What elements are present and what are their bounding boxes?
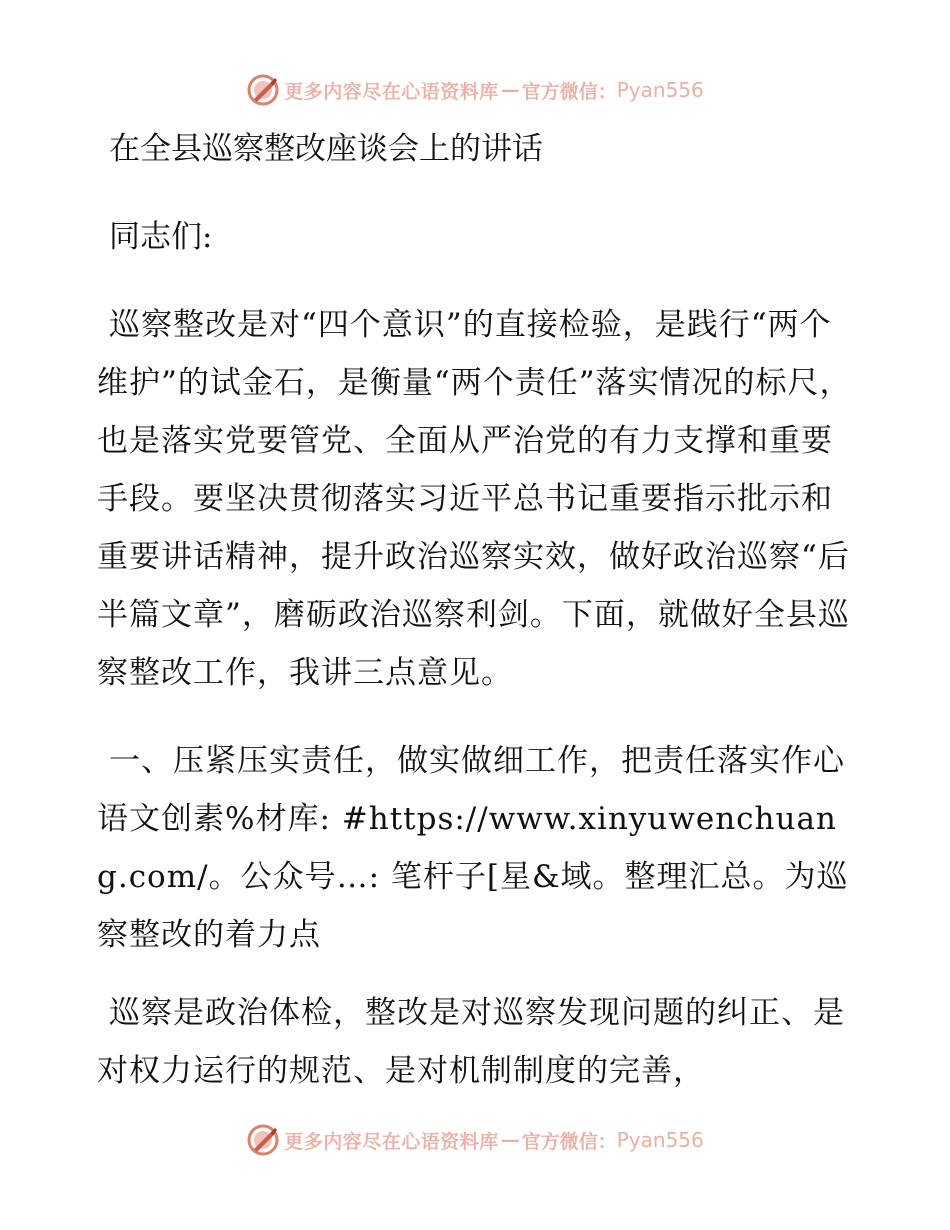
pen-seal-icon	[246, 73, 280, 107]
paragraph-2: 一、压紧压实责任，做实做细工作，把责任落实作心语文创素%材库: #https://www.xinyuwenchuang.com/。公众号…: 笔杆子[星&域。整理汇总。为巡察整改的着力点	[97, 743, 849, 953]
watermark-header	[0, 70, 950, 110]
watermark-main-text: 更多内容尽在心语资料库	[284, 1130, 499, 1153]
watermark-footer	[0, 1120, 950, 1160]
watermark-id: Pyan556	[616, 78, 704, 102]
greeting: 同志们:	[109, 219, 213, 255]
watermark-main-text: 更多内容尽在心语资料库	[284, 80, 499, 103]
watermark-label: 官方微信：	[521, 80, 617, 103]
pen-seal-icon	[246, 1123, 280, 1157]
paragraph-3: 巡察是政治体检，整改是对巡察发现问题的纠正、是对权力运行的规范、是对机制制度的完善，	[97, 995, 845, 1089]
watermark-dash: —	[500, 79, 520, 101]
document-body	[97, 120, 852, 1100]
watermark-id: Pyan556	[616, 1128, 704, 1152]
watermark-dash: —	[500, 1129, 520, 1151]
watermark-label: 官方微信：	[521, 1130, 617, 1153]
paragraph-1: 巡察整改是对“四个意识”的直接检验，是践行“两个维护”的试金石，是衡量“两个责任”落实情况的标尺，也是落实党要管党、全面从严治党的有力支撑和重要手段。要坚决贯彻落实习近平总书记重要指示批示和重要讲话精神，提升政治巡察实效，做好政治巡察“后半篇文章”，磨砺政治巡察利剑。下面，就做好全县巡察整改工作，我讲三点意见。	[97, 307, 852, 691]
document-title: 在全县巡察整改座谈会上的讲话	[109, 131, 543, 167]
